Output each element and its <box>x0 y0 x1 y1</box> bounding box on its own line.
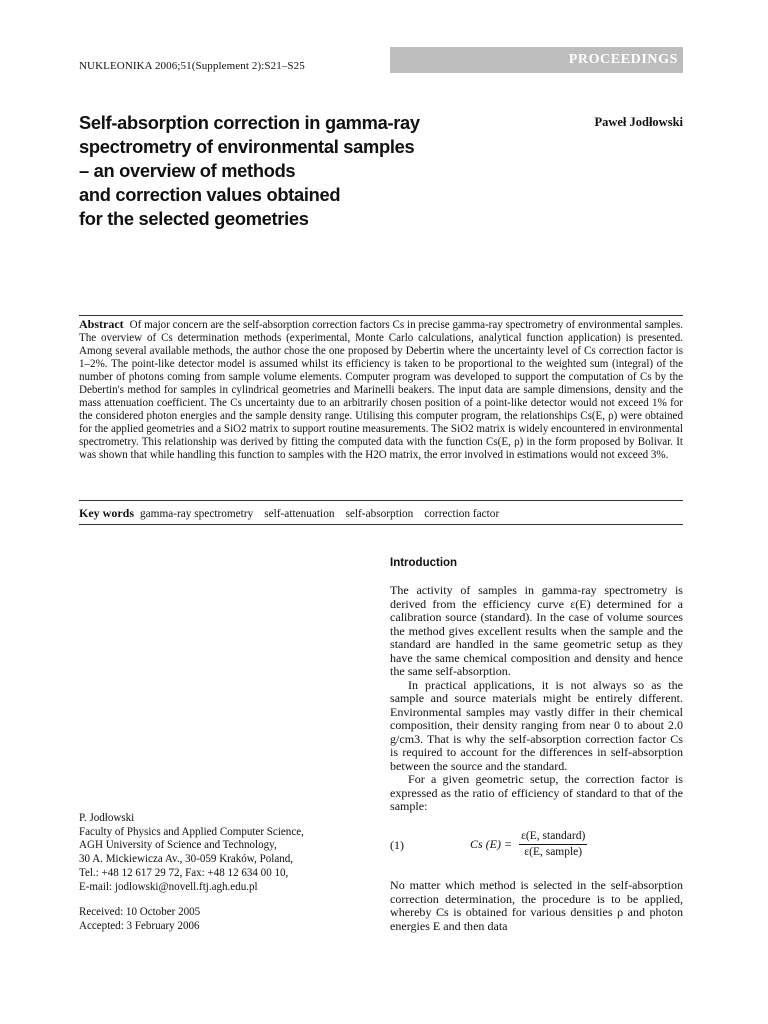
paragraph: In practical applications, it is not always so as the sample and source materials might be entirely different. Environmental samples may vastly differ in their chemical composition, their density ranging from near 0 to about 2.0 g/cm3. That is why the self-absorption correction factor Cs is required to account for the differences in self-absorption between the source and the standard. <box>390 677 683 773</box>
abstract-block <box>79 318 683 462</box>
equation-fraction <box>519 829 587 860</box>
affiliation-line: P. Jodłowski <box>79 812 135 824</box>
affiliation-line: 30 A. Mickiewicza Av., 30-059 Kraków, Poland, <box>79 853 294 866</box>
divider-bottom <box>79 524 683 525</box>
affiliation-line: Faculty of Physics and Applied Computer Science, <box>79 825 304 838</box>
keyword-item: self-attenuation <box>264 508 335 520</box>
equation-number: (1) <box>390 838 404 852</box>
journal-citation: NUKLEONIKA 2006;51(Supplement 2):S21–S25 <box>79 60 305 72</box>
accepted-date: Accepted: 3 February 2006 <box>79 919 200 932</box>
equation-numerator: ε(E, standard) <box>519 829 587 845</box>
title-line: for the selected geometries <box>79 208 309 229</box>
author-affiliation <box>79 812 369 894</box>
equation-denominator: ε(E, sample) <box>524 846 583 858</box>
abstract-label: Abstract <box>79 317 124 331</box>
paper-title <box>79 111 499 231</box>
intro-body <box>390 584 683 814</box>
abstract-text: Of major concern are the self-absorption correction factors Cs in precise gamma-ray spectrometry of environmental samples. The overview of Cs determination methods (experimental, Monte Carlo calculations, analytical function application) is presented. Among several available methods, the author chose the one proposed by Debertin where the uncertainty level of Cs correction factor is 1–2%. The point-like detector model is assumed whilst its efficiency is taken to be proportional to the weighted sum (integral) of the number of photons coming from sample volume elements. Computer program was developed to support the computation of Cs by the Debertin's method for samples in cylindrical geometries and Marinelli beakers. The input data are sample dimensions, density and the mass attenuation coefficient. The Cs uncertainty due to an arbitrarily chosen position of a point-like detector would not exceed 1% for the considered photon energies and the sample density range. Utilising this computer program, the relationships Cs(E, ρ) were obtained for the applied geometries and a SiO2 matrix to support routine measurements. The SiO2 matrix is widely encountered in environmental spectrometry. This relationship was derived by fitting the computed data with the function Cs(E, ρ) in the form proposed by Bolivar. It was shown that while handling this function to samples with the H2O matrix, the error involved in estimations would not exceed 3%. <box>79 319 683 461</box>
keywords-block <box>79 506 683 521</box>
affiliation-email[interactable]: E-mail: jodlowski@novell.ftj.agh.edu.pl <box>79 880 258 893</box>
keyword-item: gamma-ray spectrometry <box>140 508 254 520</box>
intro-continued <box>390 879 683 933</box>
paragraph: No matter which method is selected in the self-absorption correction determination, the procedure is to be applied, whereby Cs is obtained for various densities ρ and photon energies E and then data <box>390 878 683 933</box>
received-date: Received: 10 October 2005 <box>79 906 201 918</box>
divider-top <box>79 315 683 316</box>
submission-dates <box>79 906 369 933</box>
equation <box>470 829 587 860</box>
affiliation-line: AGH University of Science and Technology, <box>79 839 277 852</box>
section-heading: Introduction <box>390 557 458 569</box>
title-line: – an overview of methods <box>79 160 296 181</box>
paragraph: For a given geometric setup, the correction factor is expressed as the ratio of efficiency of standard to that of the sample: <box>390 772 683 813</box>
keyword-item: self-absorption <box>345 508 414 520</box>
equation-lhs: Cs (E) = <box>470 837 513 851</box>
title-line: spectrometry of environmental samples <box>79 136 415 157</box>
affiliation-line: Tel.: +48 12 617 29 72, Fax: +48 12 634 00 10, <box>79 866 289 879</box>
title-line: and correction values obtained <box>79 184 341 205</box>
divider-middle <box>79 500 683 501</box>
paragraph: The activity of samples in gamma-ray spectrometry is derived from the efficiency curve ε(E) determined for a calibration source (standard). In the case of volume sources the method gives excellent results when the sample and the standard are handled in the same geometric setup as they have the same chemical composition and density and hence the same self-absorption. <box>390 583 683 678</box>
title-line: Self-absorption correction in gamma-ray <box>79 112 420 133</box>
keywords-label: Key words <box>79 506 134 520</box>
author-name: Paweł Jodłowski <box>594 115 683 129</box>
keyword-item: correction factor <box>424 508 500 520</box>
proceedings-banner: PROCEEDINGS <box>390 47 683 73</box>
